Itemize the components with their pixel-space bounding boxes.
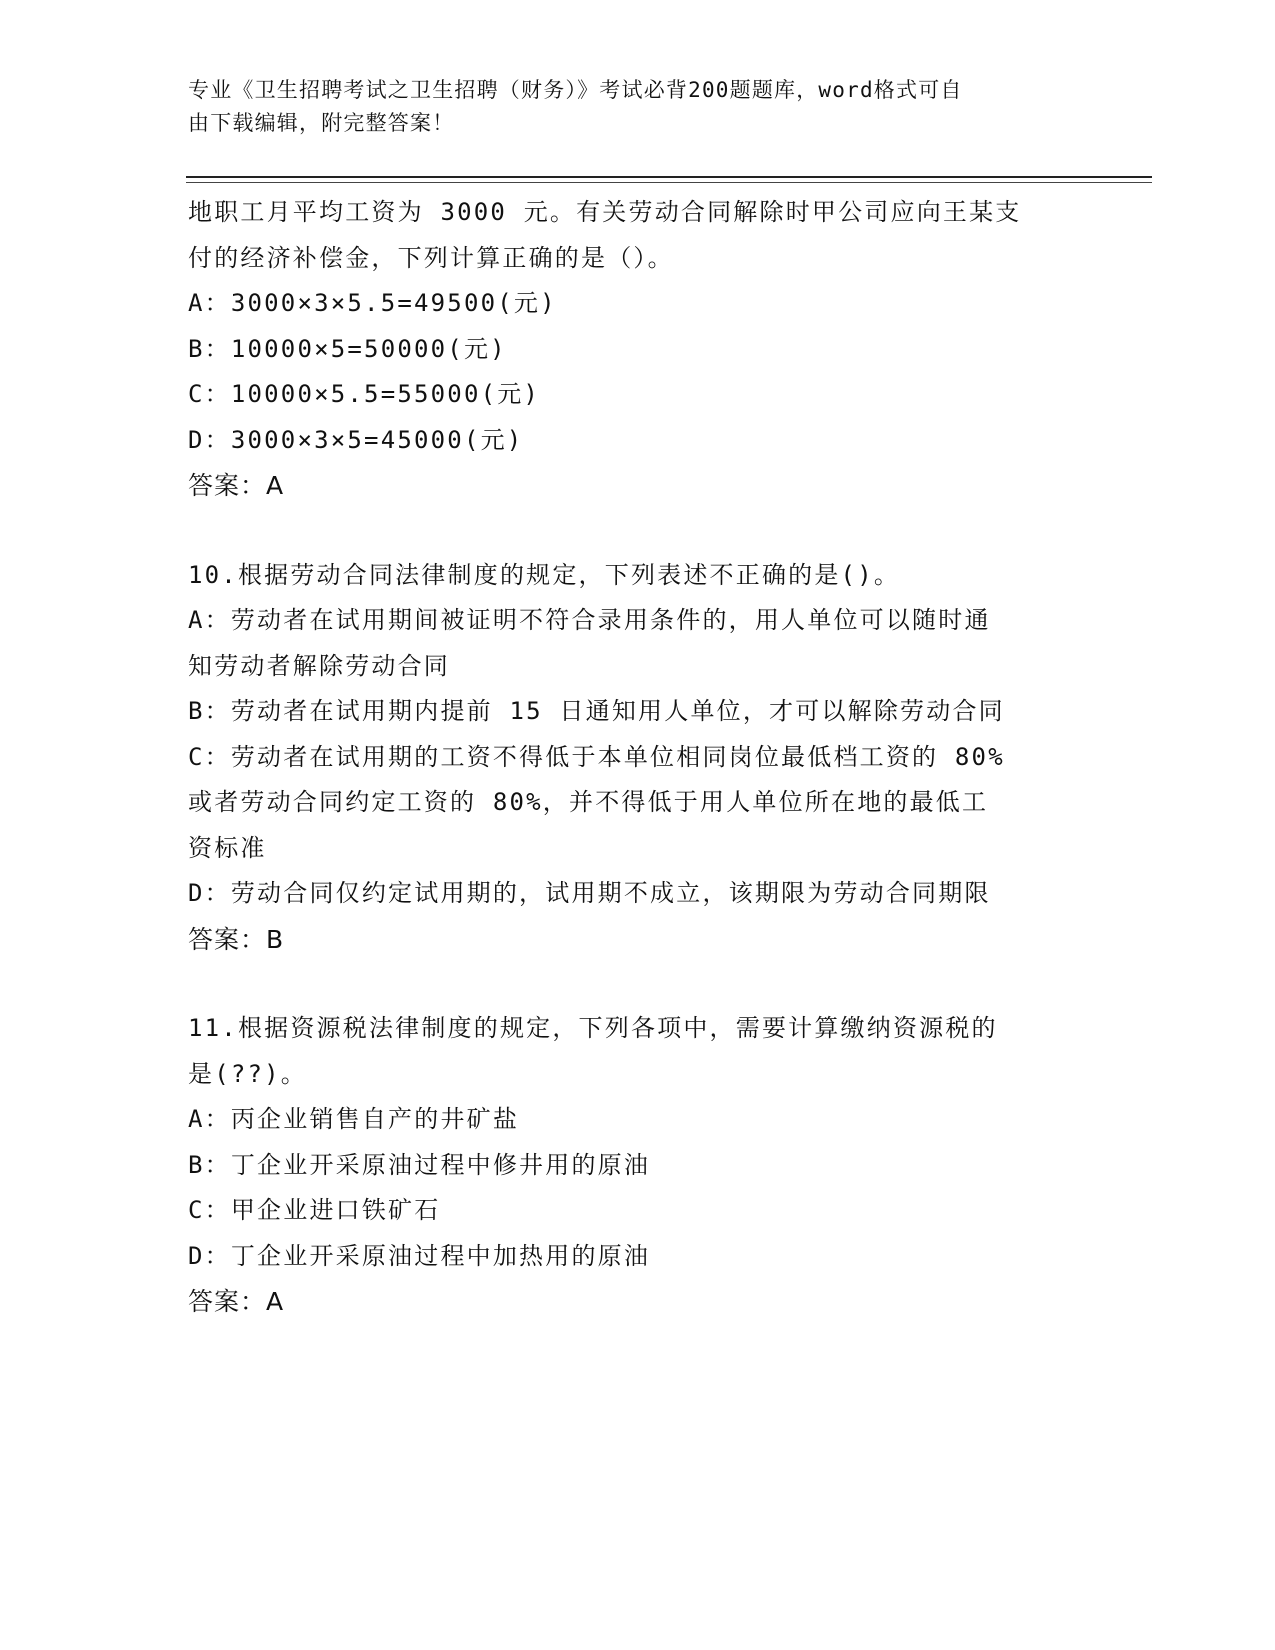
- question-stem-line: 10.根据劳动合同法律制度的规定，下列表述不正确的是()。: [188, 560, 901, 589]
- option-b: B：劳动者在试用期内提前 15 日通知用人单位，才可以解除劳动合同: [188, 697, 1005, 725]
- question-10: [188, 553, 1088, 963]
- option-c-continued: 或者劳动合同约定工资的 80%，并不得低于用人单位所在地的最低工: [188, 788, 989, 816]
- answer-label: 答案：A: [188, 1287, 285, 1316]
- header-divider-thick: [186, 176, 1152, 178]
- answer-label: 答案：B: [188, 924, 285, 954]
- option-c: C：劳动者在试用期的工资不得低于本单位相同岗位最低档工资的 80%: [188, 742, 1005, 771]
- option-a-continued: 知劳动者解除劳动合同: [188, 651, 450, 680]
- question-9: [188, 190, 1088, 509]
- question-spacer: [188, 509, 1088, 553]
- option-d: D：劳动合同仅约定试用期的，试用期不成立，该期限为劳动合同期限: [188, 879, 991, 907]
- header-divider-thin: [186, 182, 1152, 183]
- option-d: D：3000×3×5=45000(元): [188, 425, 524, 454]
- question-11: [188, 1006, 1088, 1325]
- option-b: B：丁企业开采原油过程中修井用的原油: [188, 1150, 651, 1179]
- option-a: A：3000×3×5.5=49500(元): [188, 289, 557, 317]
- question-stem-line: 付的经济补偿金，下列计算正确的是（）。: [188, 243, 674, 272]
- option-c: C：甲企业进口铁矿石: [188, 1196, 441, 1224]
- option-b: B：10000×5=50000(元): [188, 334, 507, 363]
- header-line-2: 由下载编辑，附完整答案！: [188, 111, 455, 135]
- question-stem-line: 地职工月平均工资为 3000 元。有关劳动合同解除时甲公司应向王某支: [188, 198, 1022, 226]
- document-header: [188, 74, 1068, 140]
- question-stem-line: 11.根据资源税法律制度的规定，下列各项中，需要计算缴纳资源税的: [188, 1014, 998, 1042]
- option-c: C：10000×5.5=55000(元): [188, 380, 541, 408]
- option-d: D：丁企业开采原油过程中加热用的原油: [188, 1241, 651, 1270]
- header-line-1: 专业《卫生招聘考试之卫生招聘（财务）》考试必背200题题库，word格式可自: [188, 78, 963, 102]
- question-stem-line: 是(??)。: [188, 1059, 307, 1088]
- answer-label: 答案：A: [188, 471, 285, 500]
- option-a: A：劳动者在试用期间被证明不符合录用条件的，用人单位可以随时通: [188, 606, 991, 634]
- option-c-continued: 资标准: [188, 833, 267, 862]
- question-spacer: [188, 962, 1088, 1006]
- option-a: A：丙企业销售自产的井矿盐: [188, 1105, 520, 1133]
- question-content: [188, 190, 1088, 1325]
